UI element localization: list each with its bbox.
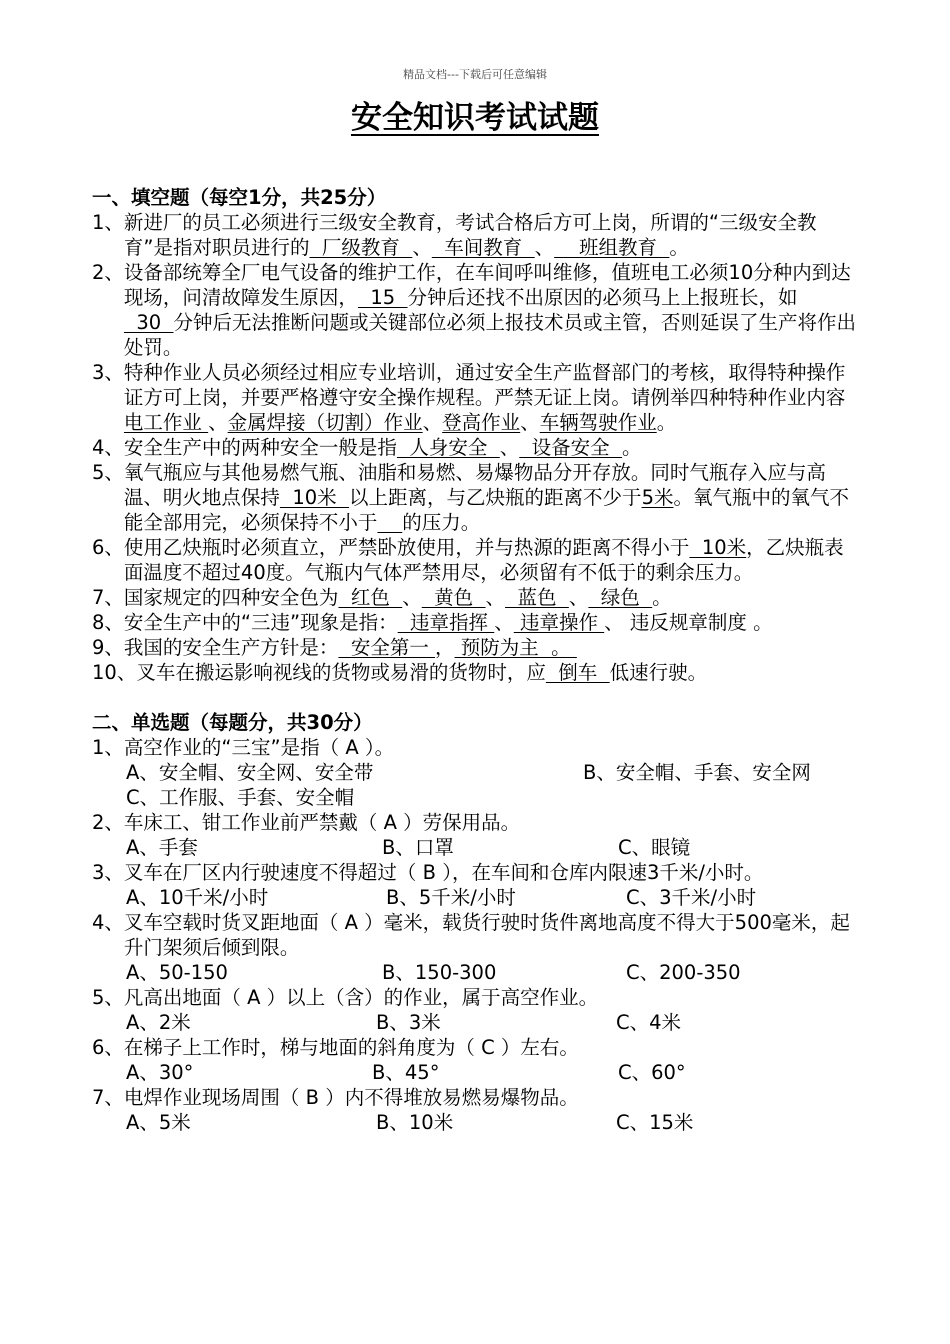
question-number: 6、 — [92, 536, 124, 559]
separator: 、 — [402, 586, 422, 609]
question-text — [124, 260, 862, 360]
option-b: B、安全帽、手套、安全网 — [583, 761, 811, 784]
answer-blank: 违章操作 — [513, 611, 605, 634]
text-part: 设备部统筹全厂电气设备的维护工作，在车间呼叫维修，值班电工必须10分种内到达现场，问清故障发生原因， — [123, 261, 851, 309]
question-number: 9、 — [92, 636, 124, 659]
answer-blank: 车辆驾驶作业 — [539, 411, 657, 434]
text-part: 特种作业人员必须经过相应专业培训，通过安全生产监督部门的考核，取得特种操作证方可上岗，并要严格遵守安全操作规程。严禁无证上岗。请例举四种特种作业内容 — [123, 361, 846, 409]
question-text — [124, 360, 862, 435]
option-b: B、45° — [372, 1061, 440, 1084]
answer-blank: 5米 — [641, 486, 674, 509]
text-part: 新进厂的员工必须进行三级安全教育，考试合格后方可上岗，所谓的“三级安全教育”是指对职员进行的 — [123, 211, 817, 259]
text-end: 。 — [669, 236, 689, 259]
option-c: C、200-350 — [626, 961, 741, 984]
title-text: 安全知识考试试题 — [351, 100, 599, 136]
option-c: C、3千米/小时 — [626, 886, 757, 909]
question-number: 10、 — [92, 661, 137, 684]
question-number: 7、 — [92, 1086, 124, 1109]
option-a: A、10千米/小时 — [126, 886, 269, 909]
separator: 、 — [534, 236, 555, 259]
choice-question-5 — [92, 985, 862, 1010]
question-text: 凡高出地面（ A ）以上（含）的作业，属于高空作业。 — [123, 986, 599, 1009]
text-end: 。 — [753, 611, 773, 634]
question-number: 3、 — [92, 861, 124, 884]
separator: 、 — [485, 586, 506, 609]
choice-question-2 — [92, 810, 862, 835]
answer-blank: 绿色 — [588, 586, 653, 609]
text-part: 我国的安全生产方针是： — [123, 636, 339, 659]
question-text: 车床工、钳工作业前严禁戴（ A ）劳保用品。 — [123, 811, 521, 834]
fill-question-5 — [92, 460, 862, 535]
answer-blank: 安全第一 — [338, 636, 436, 659]
choice-question-1 — [92, 735, 862, 760]
option-b: B、150-300 — [382, 961, 497, 984]
separator: 、 — [422, 411, 443, 434]
section2-heading: 二、单选题（每题分，共30分） — [92, 711, 373, 734]
fill-question-10 — [92, 660, 862, 685]
answer-blank: 10米 — [279, 486, 350, 509]
option-c: C、15米 — [616, 1111, 694, 1134]
answer-blank: 班组教育 — [554, 236, 670, 259]
question-number: 1、 — [92, 211, 124, 234]
question-text — [124, 435, 862, 460]
spacer — [92, 685, 862, 710]
text-end: 。 — [656, 411, 677, 434]
question-text: 叉车在厂区内行驶速度不得超过（ B ），在车间和仓库内限速3千米/小时。 — [123, 861, 764, 884]
fill-question-1 — [92, 210, 862, 260]
text-part: 使用乙炔瓶时必须直立，严禁卧放使用，并与热源的距离不得小于 — [123, 536, 690, 559]
answer-blank: 登高作业 — [442, 411, 521, 434]
text-end: ，乙炔瓶表面温度不超过40度。气瓶内气体严禁用尽，必须留有不低于的剩余压力。 — [123, 536, 844, 584]
question-number: 1、 — [92, 736, 124, 759]
text-end: 低速行驶。 — [609, 661, 708, 684]
option-a: A、安全帽、安全网、安全带 — [126, 761, 374, 784]
options-row — [92, 760, 862, 785]
text-end: 。 — [652, 586, 672, 609]
answer-blank: 倒车 — [545, 661, 610, 684]
option-a: A、5米 — [126, 1111, 191, 1134]
separator: 、 — [208, 411, 228, 434]
option-b: B、口罩 — [382, 836, 454, 859]
page-title — [0, 92, 950, 137]
option-c: C、工作服、手套、安全帽 — [126, 786, 355, 809]
separator: 以上距离，与乙炔瓶的距离不少于 — [349, 486, 642, 509]
question-number: 2、 — [92, 811, 124, 834]
text-end: 的压力。 — [402, 511, 481, 534]
options-row — [92, 835, 862, 860]
exam-content — [92, 185, 862, 1135]
question-text — [124, 210, 862, 260]
choice-question-6 — [92, 1035, 862, 1060]
text-end: 分钟后无法推断问题或关键部位必须上报技术员或主管，否则延误了生产将作出处罚。 — [123, 311, 857, 359]
question-text — [124, 535, 862, 585]
option-a: A、30° — [126, 1061, 194, 1084]
question-text — [136, 660, 862, 685]
question-text — [124, 585, 862, 610]
question-number: 6、 — [92, 1036, 124, 1059]
option-a: A、手套 — [126, 836, 198, 859]
question-text: 在梯子上工作时，梯与地面的斜角度为（ C ）左右。 — [123, 1036, 579, 1059]
text-part: 叉车在搬运影响视线的货物或易滑的货物时，应 — [136, 661, 546, 684]
option-b: B、5千米/小时 — [386, 886, 516, 909]
answer-blank: 金属焊接（切割）作业 — [227, 411, 423, 434]
question-number: 8、 — [92, 611, 124, 634]
question-text: 高空作业的“三宝”是指（ A ）。 — [123, 736, 395, 759]
question-text: 电焊作业现场周围（ B ）内不得堆放易燃易爆物品。 — [123, 1086, 579, 1109]
text-part: 氧气瓶应与其他易燃气瓶、油脂和易燃、易爆物品分开存放。同时气瓶存入应与高温、明火地点保持 — [123, 461, 826, 509]
answer-blank: 黄色 — [421, 586, 486, 609]
question-text — [124, 610, 862, 635]
question-text — [124, 635, 862, 660]
separator: 、 — [568, 586, 589, 609]
answer-blank: 电工作业 — [123, 411, 209, 434]
option-b: B、3米 — [376, 1011, 441, 1034]
question-text — [124, 460, 862, 535]
answer-blank: 人身安全 — [396, 436, 500, 459]
fill-question-9 — [92, 635, 862, 660]
fill-question-8 — [92, 610, 862, 635]
options-row — [92, 885, 862, 910]
separator: 、 — [412, 236, 432, 259]
fill-question-3 — [92, 360, 862, 435]
options-row — [92, 1060, 862, 1085]
fill-question-2 — [92, 260, 862, 360]
answer-blank: 蓝色 — [505, 586, 569, 609]
answer-blank: 15 — [357, 286, 408, 309]
answer-blank: 10米 — [689, 536, 747, 559]
option-c: C、眼镜 — [618, 836, 691, 859]
text-end: 。 — [622, 436, 642, 459]
answer-blank — [377, 511, 402, 534]
fill-question-6 — [92, 535, 862, 585]
separator: 、 — [604, 611, 624, 634]
section1-heading: 一、填空题（每空1分，共25分） — [92, 186, 387, 209]
answer-blank: 30 — [123, 311, 174, 334]
options-row — [92, 1010, 862, 1035]
text-part: 安全生产中的“三违”现象是指： — [123, 611, 398, 634]
question-number: 3、 — [92, 361, 124, 384]
option-b: B、10米 — [376, 1111, 454, 1134]
separator: 、 — [520, 411, 540, 434]
option-a: A、2米 — [126, 1011, 191, 1034]
text-part: 安全生产中的两种安全一般是指 — [123, 436, 397, 459]
separator: 。氧气瓶中的氧气不能全部用完，必须保持不小于 — [123, 486, 849, 534]
options-row — [92, 960, 862, 985]
answer-blank: 红色 — [338, 586, 403, 609]
answer-blank: 预防为主 。 — [454, 636, 577, 659]
separator: ， — [435, 636, 455, 659]
separator: 分钟后还找不出原因的必须马上上报班长，如 — [407, 286, 798, 309]
question-number: 4、 — [92, 436, 124, 459]
fill-question-7 — [92, 585, 862, 610]
watermark: 精品文档---下载后可任意编辑 — [403, 68, 547, 81]
choice-question-7 — [92, 1085, 862, 1110]
question-number: 7、 — [92, 586, 124, 609]
answer-blank: 设备安全 — [519, 436, 623, 459]
text-part: 违反规章制度 — [623, 611, 754, 634]
question-number: 5、 — [92, 461, 124, 484]
options-row — [92, 1110, 862, 1135]
option-c: C、4米 — [616, 1011, 682, 1034]
fill-question-4 — [92, 435, 862, 460]
option-c: C、60° — [618, 1061, 686, 1084]
question-number: 4、 — [92, 911, 124, 934]
options-row — [92, 785, 862, 810]
question-number: 2、 — [92, 261, 124, 284]
choice-question-3 — [92, 860, 862, 885]
question-number: 5、 — [92, 986, 124, 1009]
answer-blank: 违章指挥 — [397, 611, 495, 634]
option-a: A、50-150 — [126, 961, 228, 984]
text-part: 国家规定的四种安全色为 — [123, 586, 339, 609]
answer-blank: 厂级教育 — [309, 236, 413, 259]
choice-question-4 — [92, 910, 862, 960]
answer-blank: 车间教育 — [431, 236, 535, 259]
separator: 、 — [499, 436, 520, 459]
separator: 、 — [494, 611, 514, 634]
question-text: 叉车空载时货叉距地面（ A ）毫米，载货行驶时货件离地高度不得大于500毫米，起升门架须后倾到限。 — [123, 911, 850, 959]
